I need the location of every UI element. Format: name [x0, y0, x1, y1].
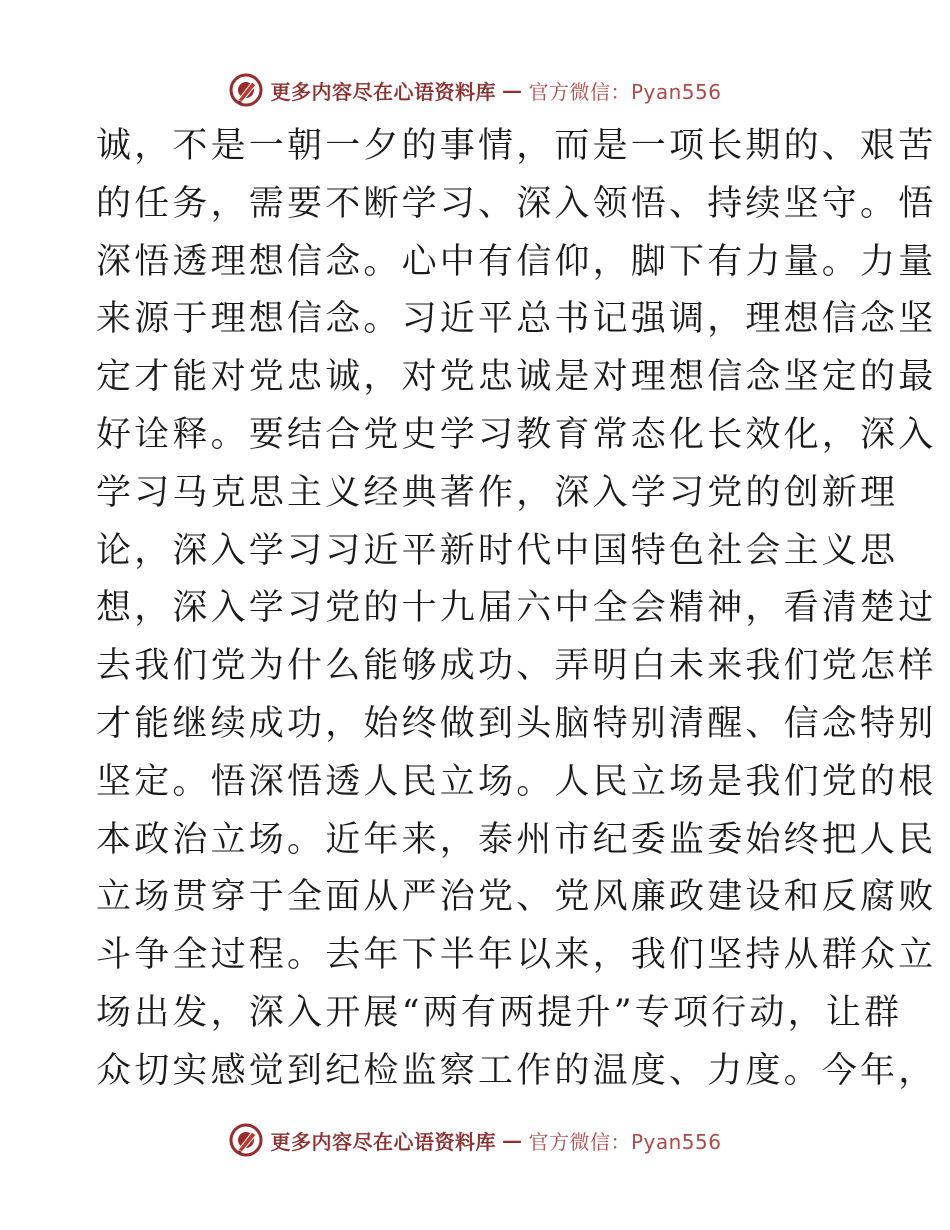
text-line: 深悟透理想信念。心中有信仰，脚下有力量。力量: [96, 241, 937, 282]
pen-circle-icon: [228, 72, 264, 108]
text-line: 好诠释。要结合党史学习教育常态化长效化，深入: [96, 414, 937, 455]
text-line: 本政治立场。近年来，泰州市纪委监委始终把人民: [96, 819, 937, 860]
text-line: 论，深入学习习近平新时代中国特色社会主义思: [96, 530, 899, 571]
wechat-text: 官方微信：Pyan556: [528, 79, 722, 104]
text-line: 斗争全过程。去年下半年以来，我们坚持从群众立: [96, 935, 937, 976]
text-line: 才能继续成功，始终做到头脑特别清醒、信念特别: [96, 703, 937, 744]
dash-text: —: [501, 1128, 523, 1152]
text-line: 场出发，深入开展“两有两提升”专项行动，让群: [96, 992, 903, 1033]
document-body: [96, 118, 937, 1101]
text-line: 去我们党为什么能够成功、弄明白未来我们党怎样: [96, 646, 937, 687]
text-line: 众切实感觉到纪检监察工作的温度、力度。今年，: [96, 1050, 937, 1091]
text-line: 想，深入学习党的十九届六中全会精神，看清楚过: [96, 588, 937, 629]
brand-text: 更多内容尽在心语资料库: [270, 1129, 496, 1154]
text-line: 的任务，需要不断学习、深入领悟、持续坚守。悟: [96, 183, 937, 224]
text-line: 来源于理想信念。习近平总书记强调，理想信念坚: [96, 299, 937, 340]
footer-banner: [0, 1120, 950, 1160]
text-line: 坚定。悟深悟透人民立场。人民立场是我们党的根: [96, 761, 937, 802]
text-line: 诚，不是一朝一夕的事情，而是一项长期的、艰苦: [96, 126, 937, 166]
text-line: 立场贯穿于全面从严治党、党风廉政建设和反腐败: [96, 877, 937, 918]
text-line: 学习马克思主义经典著作，深入学习党的创新理: [96, 472, 899, 513]
dash-text: —: [501, 78, 523, 102]
brand-text: 更多内容尽在心语资料库: [270, 79, 496, 104]
text-line: 定才能对党忠诚，对党忠诚是对理想信念坚定的最: [96, 357, 937, 398]
header-banner: [0, 70, 950, 110]
wechat-text: 官方微信：Pyan556: [528, 1129, 722, 1154]
pen-circle-icon: [228, 1122, 264, 1158]
